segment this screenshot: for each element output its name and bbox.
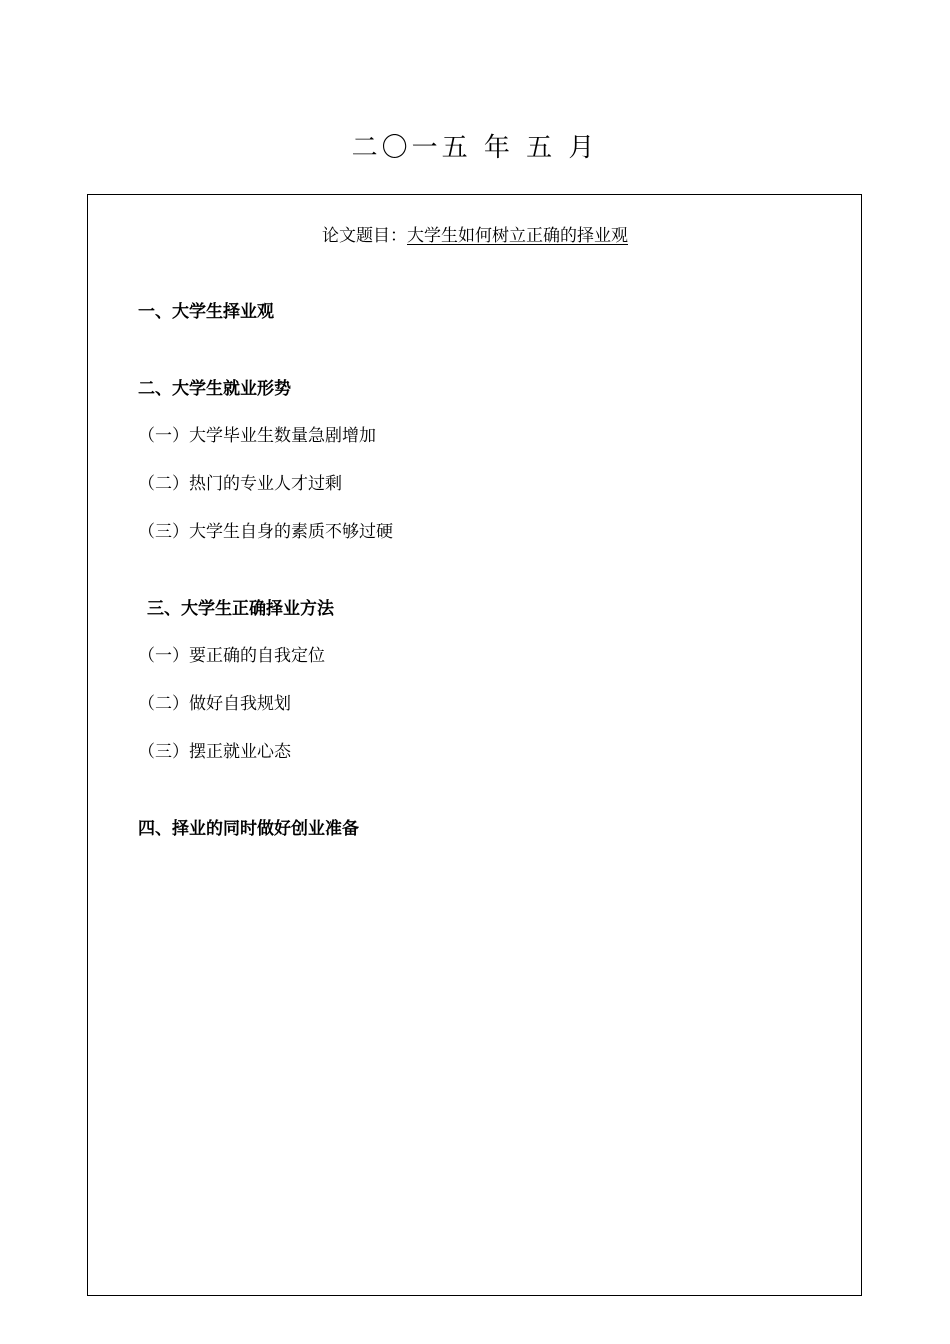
section-heading-2: 二、大学生就业形势 (138, 379, 291, 399)
section2-item-2: （二）热门的专业人才过剩 (138, 474, 342, 494)
date-line: 二〇一五 年 五 月 (351, 133, 599, 163)
thesis-title-label: 论文题目： (322, 226, 407, 246)
thesis-title-line (0, 222, 950, 250)
section-heading-1: 一、大学生择业观 (138, 302, 274, 322)
section3-item-3: （三）摆正就业心态 (138, 742, 291, 762)
section-heading-4: 四、择业的同时做好创业准备 (138, 819, 359, 839)
section2-item-1: （一）大学毕业生数量急剧增加 (138, 426, 376, 446)
section3-item-1: （一）要正确的自我定位 (138, 646, 325, 666)
section2-item-3: （三）大学生自身的素质不够过硬 (138, 522, 393, 542)
thesis-title-value: 大学生如何树立正确的择业观 (407, 226, 628, 246)
section-heading-3: 三、大学生正确择业方法 (147, 599, 334, 619)
section3-item-2: （二）做好自我规划 (138, 694, 291, 714)
